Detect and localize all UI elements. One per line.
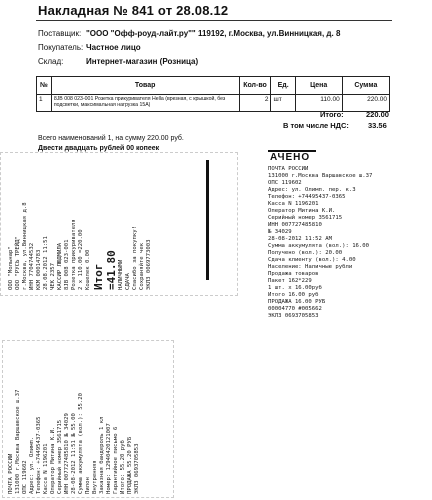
receipt-line: Телефон: +74495437-0365 [36, 416, 42, 494]
receipt-line: Спасибо за покупку! [132, 226, 138, 290]
receipt-line: Розетка прикуривателя [71, 219, 77, 290]
post-logo-underline [268, 150, 316, 152]
receipt-line: ОПС 119602 [22, 460, 28, 494]
col-unit: Ед. [271, 77, 295, 95]
receipt-line: 8JB 008 023-001 [64, 239, 70, 290]
receipt-line: ПОЧТА РОССИИ [8, 453, 14, 494]
receipt-line: 28-08-2012 11:52 АМ [268, 236, 332, 242]
receipt-line: 2 x 110.00 =220.00 [78, 229, 84, 290]
receipt-line: Итог [92, 263, 105, 290]
receipt-line: Касса N 1196201 [43, 443, 49, 494]
receipt-line: ИНН 007727485810 [268, 222, 322, 228]
receipt-line: Кошелек 0.00 [85, 249, 91, 290]
table-row [37, 95, 390, 112]
receipt-line: ИНН 007727485810 № 34029 [64, 413, 70, 494]
right-receipt [268, 166, 372, 320]
receipt-line: ПРОДАЖА 16.00 РУБ [268, 299, 326, 305]
buyer-label: Покупатель: [38, 43, 84, 52]
warehouse-row [38, 57, 199, 66]
receipt-line: г.Москва, ул.Винницкая д.8 [22, 202, 28, 290]
receipt-line: ЭКЛЗ 0069773003 [146, 239, 152, 290]
receipt-line: № 34029 [268, 229, 292, 235]
left-receipt-fold [206, 160, 209, 280]
receipt-line: Гарантийное письмо 6 [113, 426, 119, 494]
receipt-line: Оператор Митина К.И. [50, 426, 56, 494]
receipt-line: Население: Наличные рубли [268, 264, 353, 270]
receipt-line: Сумма аккумулята (вол.): 16.00 [268, 243, 370, 249]
receipt-line: ЭКЛЗ 0693705853 [134, 443, 140, 494]
receipt-line: 131000 г.Москва Варшавское ш.37 [15, 389, 21, 494]
total-label: Итого: [320, 110, 344, 119]
col-item: Товар [51, 77, 239, 95]
total-value: 220.00 [366, 110, 389, 119]
supplier-row [38, 29, 341, 38]
supplier-label: Поставщик: [38, 29, 82, 38]
receipt-line: Сохраняйте чек [139, 242, 145, 290]
title-divider [36, 20, 392, 21]
col-sum: Сумма [342, 77, 389, 95]
receipt-line: Получено (вол.): 20.00 [268, 250, 343, 256]
receipt-line: Продажа товаров [268, 271, 319, 277]
receipt-line: ККМ 00014783 [36, 249, 42, 290]
vat-label: В том числе НДС: [283, 121, 349, 130]
supplier-value: "ООО "Офф-роуд-лайт.ру"" 119192, г.Москва, ул.Винницкая, д. 8 [86, 29, 341, 38]
cell-sum: 220.00 [342, 95, 389, 112]
receipt-line: ПОЧТА РОССИИ [268, 166, 309, 172]
table-header-row [37, 77, 390, 95]
cell-price: 110.00 [295, 95, 342, 112]
receipt-line: 28-08-2012 11:51 № 55.00 [71, 413, 77, 494]
receipt-line: Пилон [85, 477, 91, 494]
cell-num: 1 [37, 95, 52, 112]
receipt-line: ЭКЛЗ 0693705853 [268, 313, 319, 319]
buyer-value: Частное лицо [86, 43, 141, 52]
receipt-line: 131000 г.Москва Варшавское ш.37 [268, 173, 373, 179]
receipt-line: Сумма аккумулята (вол.): 55.20 [78, 392, 84, 494]
receipt-line: ОПС 119602 [268, 180, 302, 186]
cell-qty: 2 [239, 95, 271, 112]
cell-unit: шт [271, 95, 295, 112]
receipt-line: ООО "РУСЬ ТРЕЙД" [15, 236, 21, 290]
col-price: Цена [295, 77, 342, 95]
receipt-line: НАЛИЧНЫМИ [118, 259, 124, 290]
invoice-table [36, 76, 390, 112]
receipt-line: Касса N 1196201 [268, 201, 319, 207]
warehouse-label: Склад: [38, 57, 64, 66]
receipt-line: Оператор Митина К.И. [268, 208, 336, 214]
receipt-line: Сдача клиенту (вол.): 4.00 [268, 257, 356, 263]
vat-value: 33.56 [368, 121, 387, 130]
receipt-line: Серийный номер 3561715 [57, 419, 63, 494]
col-num: № [37, 77, 52, 95]
receipt-line: ЧЕК 2357 [50, 263, 56, 290]
receipt-line: Внутренняя [92, 460, 98, 494]
receipt-line: ПРОДАЖА 55.20 РУБ [127, 436, 133, 494]
amount-in-words: Двести двадцать рублей 00 копеек [38, 145, 160, 152]
receipt-line: КАССИР ЛЮДМИЛА [57, 242, 63, 290]
invoice-title: Накладная № 841 от 28.08.12 [38, 3, 229, 18]
receipt-line: Пакет 162*229 [268, 278, 312, 284]
warehouse-value: Интернет-магазин (Розница) [86, 57, 199, 66]
receipt-line: Адрес: ул. Олимп. пер. к.3 [268, 187, 356, 193]
receipt-line: Заказная бандероль 1 кл [99, 416, 105, 494]
receipt-line: 00004770 #005662 [268, 306, 322, 312]
items-count-line: Всего наименований 1, на сумму 220.00 руб. [38, 135, 184, 142]
receipt-line: 28.08.2012 11:51 [43, 236, 49, 290]
post-logo: АЧЕНО [270, 152, 311, 163]
receipt-line: 1 шт. x 16.00руб [268, 285, 322, 291]
receipt-line: ИНН 7704744532 [29, 242, 35, 290]
receipt-line: Номер: 12940420121007 [106, 423, 112, 494]
receipt-line: СДАЧА [125, 273, 131, 290]
receipt-line: Телефон: +74495437-0365 [268, 194, 346, 200]
receipt-line: Итого: 55.20 руб [120, 440, 126, 494]
receipt-line: Итого 16.00 руб [268, 292, 319, 298]
receipt-line: =41.80 [105, 250, 118, 290]
receipt-line: ООО "Мольнар" [8, 246, 14, 290]
receipt-line: Серийный номер 3561715 [268, 215, 343, 221]
left-receipt [8, 202, 153, 290]
cell-item: 8JB 008 023-001 Розетка прикуривателя Hella (врезная, с крышкой, без подсветки, максимальная нагрузка 15А) [51, 95, 239, 112]
receipt-line: Адрес: ул. Олимп. [29, 436, 35, 494]
bottom-receipt [8, 390, 141, 494]
buyer-row [38, 43, 141, 52]
col-qty: Кол-во [239, 77, 271, 95]
